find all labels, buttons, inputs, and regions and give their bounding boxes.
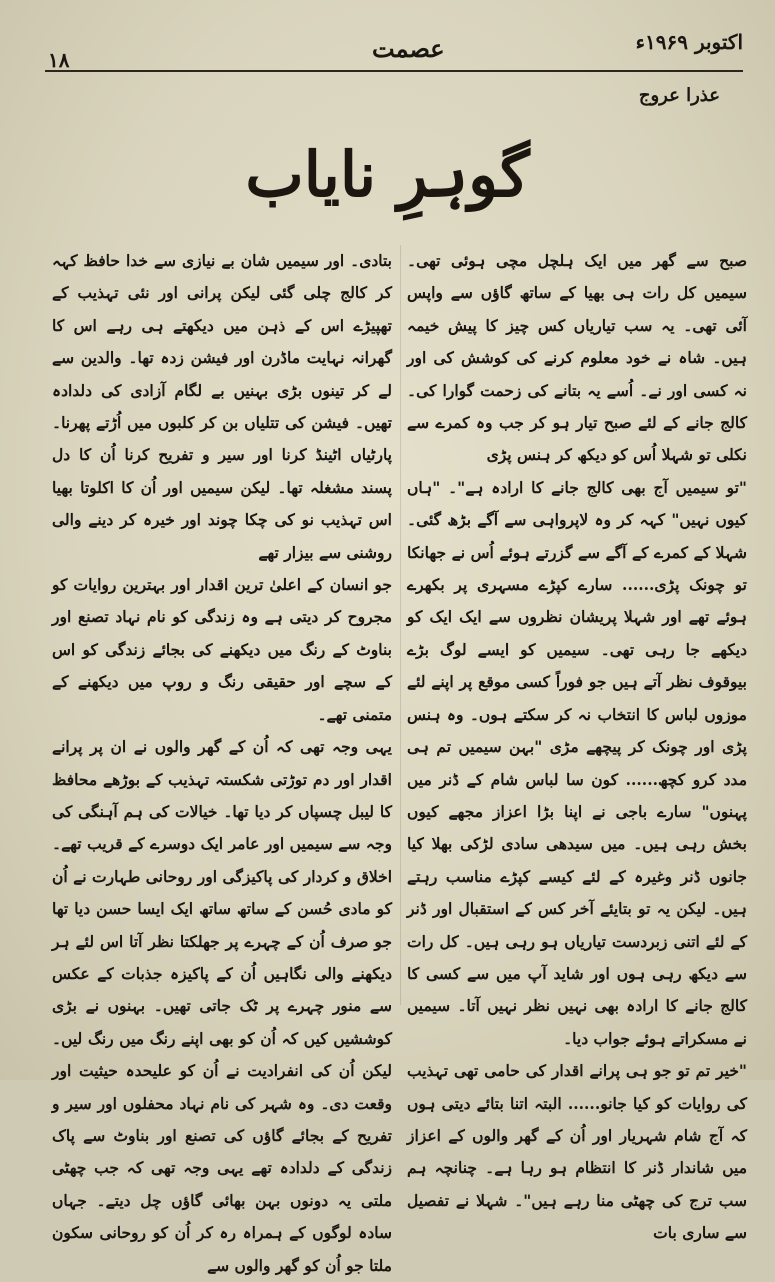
paragraph: "تو سیمیں آج بھی کالج جانے کا ارادہ ہے"۔ "ہاں کیوں نہیں" کہہ کر وہ لاپرواہی سے آگے بڑھ گئی۔ شہلا کے کمرے کے آگے سے گزرتے ہوئے اُس نے جھانکا تو چونک پڑی...... سارے کپڑے مسہری پر بکھرے ہوئے تھے اور شہلا پریشان نظروں سے ایک ایک کو دیکھے جا رہی تھی۔ سیمیں کو ایسے لوگ بڑے بیوقوف نظر آتے ہیں جو فوراً کسی موقع پر اپنے لئے موزوں لباس کا انتخاب نہ کر سکتے ہوں۔ وہ ہنس پڑی اور چونک کر پیچھے مڑی "بہن سیمیں تم ہی مدد کرو کچھ...... کون سا لباس شام کے ڈنر میں پہنوں" سارے باجی نے اپنا بڑا اعزاز مجھے کیوں بخش رہی ہیں۔ میں سیدھی سادی لڑکی بھلا کیا جانوں ڈنر وغیرہ کے لئے کیسے کپڑے مناسب رہتے ہیں۔ لیکن یہ تو بتایئے آخر کس کے استقبال اور ڈنر کے لئے اتنی زبردست تیاریاں ہو رہی ہیں۔ کل رات سے دیکھ رہی ہوں اور شاید آپ میں سے کسی کا کالج جانے کا ارادہ بھی نہیں نظر نہیں آتا۔ سیمیں نے مسکراتے ہوئے جواب دیا۔ (407, 477, 747, 1048)
magazine-name: عصمت (372, 34, 445, 63)
header-rule (45, 70, 743, 72)
page-header (0, 30, 775, 70)
article-title: گوہرِ نایاب (245, 138, 530, 211)
author-name: عذرا عروج (638, 85, 720, 106)
paragraph: صبح سے گھر میں ایک ہلچل مچی ہوئی تھی۔ سیمیں کل رات ہی بھیا کے ساتھ گاؤں سے واپس آئی تھی۔ یہ سب تیاریاں کس چیز کا پیش خیمہ ہیں۔ شاہ نے خود معلوم کرنے کی کوشش کی اور نہ کسی اور نے۔ اُسے یہ بتانے کی زحمت گوارا کی۔ کالج جانے کے لئے صبح تیار ہو کر جب وہ کمرے سے نکلی تو شہلا اُس کو دیکھ کر ہنس پڑی (407, 251, 747, 465)
paragraph: بتادی۔ اور سیمیں شان بے نیازی سے خدا حافظ کہہ کر کالج چلی گئی لیکن پرانی اور نئی تہذیب کے تھپیڑے اس کے ذہن میں دیکھتے ہی رہے اس کا گھرانہ نہایت ماڈرن اور فیشن زدہ تھا۔ والدین سے لے کر تینوں بڑی بہنیں بے لگام آزادی کی دلدادہ تھیں۔ فیشن کی تتلیاں بن کر کلبوں میں اُڑتے پھرنا۔ پارٹیاں اٹینڈ کرنا اور سیر و تفریح کرنا اُن کا دل پسند مشغلہ تھا۔ لیکن سیمیں اور اُن کا اکلوتا بھیا اس تہذیب نو کی چکا چوند اور خیرہ کر دینے والی روشنی سے بیزار تھے (52, 251, 392, 562)
paragraph: یہی وجہ تھی کہ اُن کے گھر والوں نے ان پر پرانے اقدار اور دم توڑتی شکستہ تہذیب کے بوڑھے محافظ کا لیبل چسپاں کر دیا تھا۔ خیالات کی ہم آہنگی کی وجہ سے سیمیں اور عامر ایک دوسرے کے قریب تھے۔ اخلاق و کردار کی پاکیزگی اور روحانی طہارت نے اُن کو مادی حُسن کے ساتھ ساتھ ایک ایسا حسن دیا تھا جو صرف اُن کے چہرے پر جھلکتا نظر آتا اس لئے ہر دیکھنے والی نگاہیں اُن کے پاکیزہ جذبات کے عکس سے منور چہرے پر ٹک جاتی تھیں۔ بہنوں نے بڑی کوششیں کیں کہ اُن کو بھی اپنے رنگ میں رنگ لیں۔ لیکن اُن کی انفرادیت نے اُن کو علیحدہ حیثیت اور وقعت دی۔ وہ شہر کی نام نہاد محفلوں اور سیر و تفریح کے بجائے گاؤں کی تصنع اور بناوٹ سے پاک زندگی کے دلدادہ تھے یہی وجہ تھی کہ جب چھٹی ملتی یہ دونوں بہن بھائی گاؤں چل دیتے۔ جہاں سادہ لوگوں کے ہمراہ رہ کر اُن کو روحانی سکون ملتا جو اُن کو گھر والوں سے (52, 737, 392, 1275)
page-number: ۱۸ (48, 48, 70, 72)
paragraph: جو انسان کے اعلیٰ ترین اقدار اور بہترین روایات کو مجروح کر دیتی ہے وہ زندگی کو نام نہاد تصنع اور بناوٹ کے رنگ میں دیکھنے کی بجائے زندگی کو اس کے سچے اور حقیقی رنگ و روپ میں دیکھنے کے متمنی تھے۔ (52, 575, 392, 724)
paragraph: "خیر تم تو جو ہی پرانے اقدار کی حامی تھی تہذیب کی روایات کو کیا جانو...... البتہ اتنا بتائے دیتی ہوں کہ آج شام شہریار اور اُن کے گھر والوں کے اعزاز میں شاندار ڈنر کا انتظام ہو رہا ہے۔ چنانچہ ہم سب ترج کی چھٹی منا رہے ہیں"۔ شہلا نے تفصیل سے ساری بات (407, 1061, 747, 1243)
article-column-right (407, 245, 747, 1250)
issue-date: اکتوبر ۱۹۶۹ء (635, 30, 743, 54)
article-column-left (52, 245, 392, 1282)
column-divider (400, 245, 401, 1005)
